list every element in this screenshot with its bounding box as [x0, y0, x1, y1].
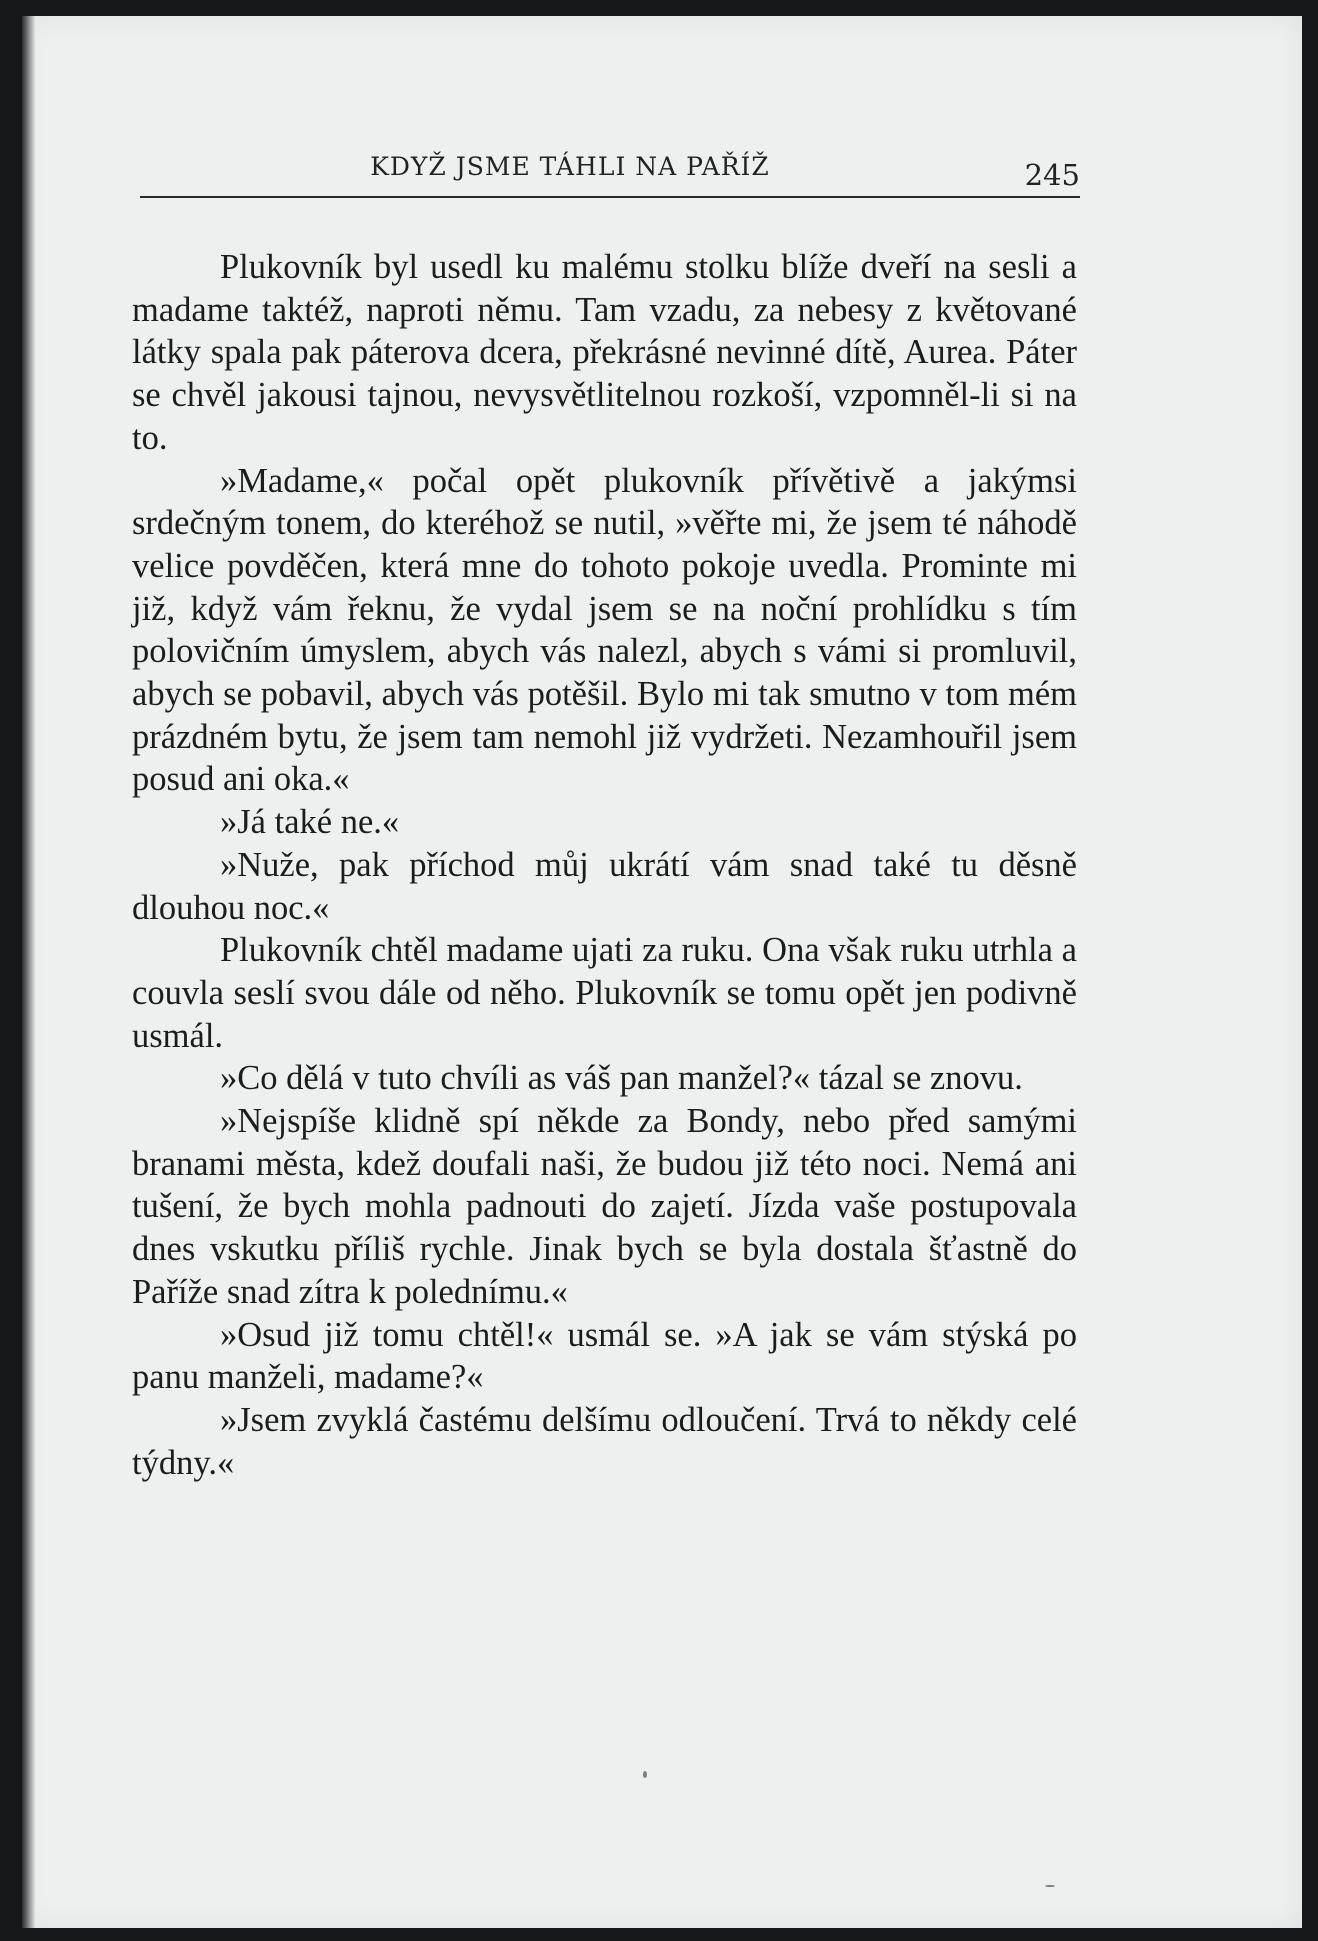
running-title: KDYŽ JSME TÁHLI NA PAŘÍŽ — [370, 152, 770, 181]
paragraph: »Nejspíše klidně spí někde za Bondy, nebo před samými branami města, kdež doufali naši, že budou již této noci. Nemá ani tušení, že bych mohla padnouti do zajetí. Jízda vaše postupovala dnes vskutku příliš rychle. Jinak bych se byla dostala šťastně do Paříže snad zítra k polednímu.« — [132, 1102, 1077, 1311]
paragraph: »Já také ne.« — [220, 803, 400, 842]
paragraph: »Co dělá v tuto chvíli as váš pan manžel?« tázal se znovu. — [220, 1059, 1023, 1098]
scan-speck — [1045, 1885, 1055, 1887]
paragraph: »Osud již tomu chtěl!« usmál se. »A jak se vám stýská po panu manželi, madame?« — [132, 1315, 1077, 1397]
page-edge-shadow — [22, 16, 36, 1928]
body-text — [132, 246, 1077, 1484]
paragraph: »Madame,« počal opět plukovník přívětivě a jakýmsi srdečným tonem, do kteréhož se nutil, »věřte mi, že jsem té náhodě velice povděčen, která mne do tohoto pokoje uvedla. Prominte mi již, když vám řeknu, že vydal jsem se na noční prohlídku s tím polovičním úmyslem, abych vás nalezl, abych s vámi si promluvil, abych se pobavil, abych vás potěšil. Bylo mi tak smutno v tom mém prázdném bytu, že jsem tam nemohl již vydržeti. Nezamhouřil jsem posud ani oka.« — [132, 461, 1077, 799]
page-number: 245 — [1024, 158, 1080, 192]
scan-speck — [643, 1771, 647, 1778]
running-head — [140, 140, 1080, 200]
header-rule — [140, 196, 1080, 198]
paragraph: »Nuže, pak příchod můj ukrátí vám snad také tu děsně dlouhou noc.« — [132, 845, 1077, 927]
paragraph: Plukovník byl usedl ku malému stolku blíže dveří na sesli a madame taktéž, naproti němu. Tam vzadu, za nebesy z květované látky spala pak páterova dcera, překrásné nevinné dítě, Aurea. Páter se chvěl jakousi tajnou, nevysvětlitelnou rozkoší, vzpomněl-li si na to. — [132, 248, 1077, 457]
paragraph: Plukovník chtěl madame ujati za ruku. Ona však ruku utrhla a couvla seslí svou dále od něho. Plukovník se tomu opět jen podivně usmál. — [132, 931, 1077, 1055]
paragraph: »Jsem zvyklá častému delšímu odloučení. Trvá to někdy celé týdny.« — [132, 1400, 1077, 1482]
